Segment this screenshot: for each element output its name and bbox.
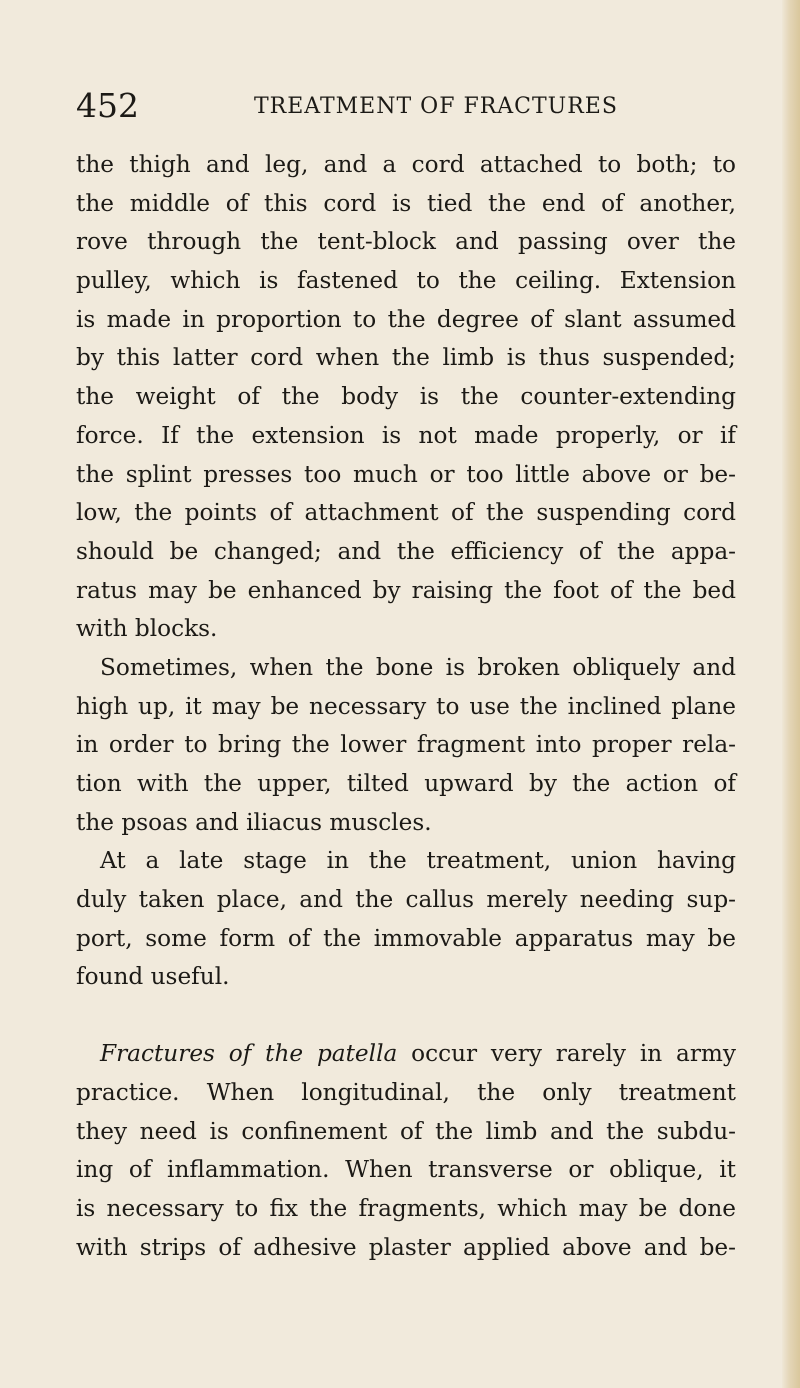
text-line: pulley, which is fastened to the ceiling. Extension: [76, 267, 736, 295]
text-line: tion with the upper, tilted upward by the action of: [76, 770, 736, 797]
text-line: in order to bring the lower fragment into proper rela-: [76, 731, 736, 759]
text-run: occur very rarely in army: [397, 1040, 736, 1068]
text-line: with blocks.: [76, 615, 218, 643]
text-line: the thigh and leg, and a cord attached to both; to: [76, 151, 736, 178]
text-line: high up, it may be necessary to use the inclined plane: [76, 692, 736, 720]
text-line: ing of inflammation. When transverse or oblique, it: [76, 1156, 736, 1184]
text-line: the psoas and iliacus muscles.: [76, 808, 432, 836]
text-line: force. If the extension is not made properly, or if: [76, 421, 736, 449]
page-edge: [782, 0, 800, 1388]
page-number: 452: [76, 86, 139, 125]
text-line: they need is confinement of the limb and the subdu-: [76, 1117, 736, 1145]
text-line: the middle of this cord is tied the end of another,: [76, 189, 736, 217]
text-line: the weight of the body is the counter-extending: [76, 383, 736, 411]
text-line: ratus may be enhanced by raising the foot of the bed: [76, 576, 736, 604]
text-line: At a late stage in the treatment, union having: [100, 847, 736, 875]
text-line: should be changed; and the efficiency of the appa-: [76, 537, 736, 565]
text-line: found useful.: [76, 963, 230, 991]
paragraph-3: [76, 842, 736, 997]
text-line: [76, 1035, 736, 1074]
text-line: rove through the tent-block and passing over the: [76, 228, 736, 256]
text-line: is made in proportion to the degree of slant assumed: [76, 305, 736, 333]
paragraph-gap: [76, 997, 736, 1035]
text-line: with strips of adhesive plaster applied above and be-: [76, 1233, 736, 1261]
body-text: [76, 146, 736, 1267]
running-head: [76, 86, 736, 126]
paragraph-4: [76, 1035, 736, 1267]
paragraph-2: [76, 649, 736, 842]
text-line: is necessary to fix the fragments, which may be done: [76, 1194, 736, 1222]
running-title: TREATMENT OF FRACTURES: [254, 94, 618, 119]
text-line: by this latter cord when the limb is thus suspended;: [76, 344, 736, 372]
text-line: duly taken place, and the callus merely needing sup-: [76, 886, 736, 914]
text-line: low, the points of attachment of the suspending cord: [76, 499, 736, 527]
italic-heading: Fractures of the patella: [100, 1040, 398, 1068]
text-line: practice. When longitudinal, the only treatment: [76, 1078, 736, 1106]
paragraph-1: [76, 146, 736, 649]
text-line: the splint presses too much or too little above or be-: [76, 460, 736, 488]
text-line: Sometimes, when the bone is broken obliquely and: [100, 653, 736, 681]
text-line: port, some form of the immovable apparatus may be: [76, 924, 736, 952]
